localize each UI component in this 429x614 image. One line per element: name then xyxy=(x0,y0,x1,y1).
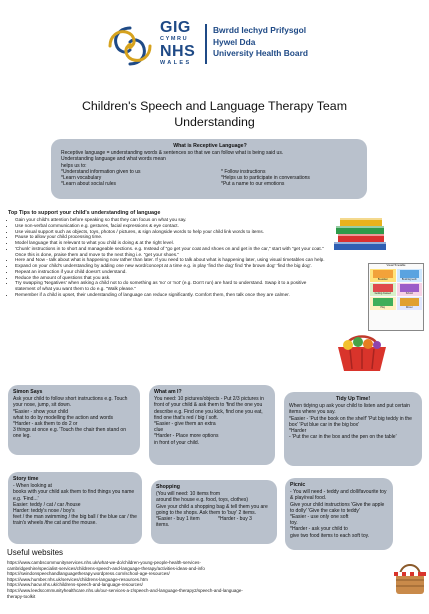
visual-timetable-illustration xyxy=(368,263,424,331)
picnic-line: *Harder - ask your child to xyxy=(290,526,348,533)
health-board-name xyxy=(213,25,308,60)
receptive-benefit: *Understand information given to us xyxy=(61,168,141,175)
simon-says-title: Simon Says xyxy=(13,389,43,395)
picnic-line: - You will need - teddy and doll/favourite toy & play/real food. xyxy=(290,489,387,502)
shopping-harder-cont: items. xyxy=(156,522,170,529)
picnic-line: *Easier - use only one soft xyxy=(290,514,349,521)
timetable-title: Visual Timetable xyxy=(386,264,406,267)
picnic-box xyxy=(285,478,393,550)
top-tips-section xyxy=(8,210,326,298)
logo-divider xyxy=(205,24,207,64)
shopping-line: Give your child a shopping bag & tell them you are going to the shops. Ask them to 'buy' 2 items. xyxy=(156,503,268,516)
tip-item: • Reduce the amount of questions that you ask. xyxy=(15,275,326,281)
receptive-language-box xyxy=(51,139,367,199)
receptive-benefit: *Helps us to participate in conversations xyxy=(221,175,310,182)
tidy-up-box xyxy=(284,392,422,466)
timetable-cell: School xyxy=(397,283,423,296)
picnic-title: Picnic xyxy=(290,482,306,488)
receptive-benefits xyxy=(61,169,359,188)
what-am-i-line: *Easier - give them an extra xyxy=(154,421,216,428)
logo-wales: WALES xyxy=(160,60,192,66)
picnic-basket-icon xyxy=(392,560,428,600)
useful-websites-list xyxy=(7,560,392,599)
tip-item: • Expand on your child's understanding by adding one new word/concept at a time e.g. in play 'find the dog' find 'the brown dog' 'find the big dog'. xyxy=(15,263,326,269)
simon-says-box xyxy=(8,385,140,455)
what-am-i-line: You need: 10 pictures/objects - Put 2/3 pictures in front of your child & ask them to 'find the one you describe e.g. Find one you kick, find one you eat, find one that's red / big / soft. xyxy=(154,396,264,421)
website-link[interactable]: https://www.cambscommunityservices.nhs.uk/what-we-do/children-young-people-health-services- xyxy=(7,560,201,565)
simon-says-line: what to do by modelling the action and words xyxy=(13,414,114,421)
simon-says-line: Ask your child to follow short instructions e.g. Touch your nose, jump, sit down. xyxy=(13,396,128,409)
story-time-box xyxy=(8,472,142,544)
tip-item: • Model language that is relevant to what you child is doing & at the right level. xyxy=(15,240,326,246)
picnic-line: Give your child instructions 'Give the apple to dolly' 'Give the cake to teddy' xyxy=(290,501,385,514)
tidy-up-line: - 'Put the car in the box and the pen on the table' xyxy=(289,434,397,441)
what-am-i-line: *Harder - Place more options xyxy=(154,433,219,440)
shopping-line: around the house e.g. food, toys, clothes) xyxy=(156,497,249,504)
tip-item: • Repeat an instruction if your child doesn't understand. xyxy=(15,269,326,275)
story-time-line: - When looking at xyxy=(13,483,52,490)
tip-item: • Gain your child's attention before speaking so that they can focus on what you say. xyxy=(15,217,326,223)
story-time-line: Harder: teddy's nose / boy's xyxy=(13,508,75,515)
logo-nhs: NHS xyxy=(160,43,196,60)
timetable-cell: Play xyxy=(370,297,396,310)
simon-says-line: *Harder - ask them to do 2 or xyxy=(13,421,78,428)
tip-item: • 'Chunk' instructions in to short and manageable sections. e.g. Instead of "go get your coat and shoes on and get in the car," start with "get your coat." Once this is done, praise them and move to the next thing i.e. "get your shoes." xyxy=(15,246,326,257)
simon-says-line: 3 things at once e.g. 'Touch the chair then stand on one leg. xyxy=(13,427,126,440)
picnic-line: toy. xyxy=(290,520,298,527)
tidy-up-line: *Harder xyxy=(289,428,307,435)
story-time-title: Story time xyxy=(13,476,39,482)
tip-item: • Pause to allow your child processing time. xyxy=(15,234,326,240)
board-line-welsh-2: Hywel Dda xyxy=(213,36,256,47)
story-time-line: Easier: teddy / cat / car /house xyxy=(13,501,81,508)
welsh-nhs-logo-icon xyxy=(104,22,156,70)
top-tips-list xyxy=(8,217,326,297)
receptive-intro-2: Understanding language and what words mean xyxy=(61,156,166,163)
shopping-line: (You will need: 10 items from xyxy=(156,491,221,498)
website-link[interactable]: https://www.leedscommunityhealthcare.nhs.uk/our-services-a-z/speech-and-language-therapy2/speech-and-language- xyxy=(7,587,243,593)
tidy-up-title: Tidy Up Time! xyxy=(335,396,371,402)
top-tips-title: Top Tips to support your child's understanding of language xyxy=(8,210,161,216)
shopping-basket-icon xyxy=(332,329,392,375)
tip-item: • Try swapping 'Negatives' when asking a child not to do something as 'no' or 'not' (e.g. Don't run) are hard to understand. Swap it to a positive statement of what you want them to do e.g. "Walk please." xyxy=(15,280,326,291)
useful-websites-title: Useful websites xyxy=(7,548,64,557)
what-am-i-box xyxy=(149,385,275,465)
website-link[interactable]: https://www.hacw.nhs.uk/childrens-speech-and-language-resources/ xyxy=(7,582,143,588)
receptive-benefit: *Put a name to our emotions xyxy=(221,181,285,188)
page-title-line-2: Understanding xyxy=(174,115,255,129)
website-link[interactable]: https://swindonspeechandlanguagetherapy.wordpress.com/school-age-resources/ xyxy=(7,571,170,577)
board-line-welsh-1: Bwrdd Iechyd Prifysgol xyxy=(213,25,307,35)
logo-gig: GIG xyxy=(160,19,191,36)
timetable-cell: Breakfast xyxy=(370,269,396,282)
story-time-line: books with your child ask them to find things you name e.g. 'Find...' xyxy=(13,489,135,502)
tip-item: • Use visual support such as objects, toys, photos / pictures, & sign alongside words to help your child link words to items. xyxy=(15,229,326,235)
receptive-title: What is Receptive Language? xyxy=(173,143,247,149)
shopping-harder: *Harder - buy 3 xyxy=(218,516,252,523)
shopping-easier: *Easier - buy 1 item xyxy=(156,516,200,523)
page-title xyxy=(0,98,429,130)
what-am-i-title: What am I? xyxy=(154,389,182,395)
simon-says-line: *Easier - show your child xyxy=(13,408,69,415)
timetable-cell: Getting dressed xyxy=(370,283,396,296)
tidy-up-line: *Easier - 'Put the book on the shelf' 'Put big teddy in the box' 'Put blue car in the big box' xyxy=(289,415,412,428)
website-link[interactable]: https://www.humber.nhs.uk/services/childrens-language-resources.htm xyxy=(7,576,148,582)
tidy-up-line: When tidying up ask your child to listen and put certain items where you say. xyxy=(289,403,410,416)
website-link[interactable]: cambridgeshire/specialist-services/childrens-speech-and-language-therapy/activities-ideas-and-info xyxy=(7,565,205,571)
what-am-i-line: clue xyxy=(154,427,164,434)
receptive-benefit: * Follow instructions xyxy=(221,168,266,175)
what-am-i-line: in front of your child. xyxy=(154,439,200,446)
tip-item: • Use non-verbal communication e.g. gestures, facial expressions & eye contact. xyxy=(15,223,326,229)
tip-item: • Remember if a child is upset, their understanding of language can reduce significantly. Comfort them, then talk once they are calmer. xyxy=(15,292,326,298)
timetable-cell: Brushing teeth xyxy=(397,269,423,282)
board-line-english: University Health Board xyxy=(213,48,308,58)
picnic-line: give two food items to each soft toy. xyxy=(290,532,370,539)
receptive-intro-1: Receptive language = understanding words & sentences so that we can follow what is being said us. xyxy=(61,150,284,157)
shopping-title: Shopping xyxy=(156,484,180,490)
shopping-box xyxy=(151,480,277,544)
books-icon xyxy=(330,208,392,254)
page-title-line-1: Children's Speech and Language Therapy Team xyxy=(81,99,348,113)
receptive-benefit: *Learn about social rules xyxy=(61,181,117,188)
receptive-benefit: *Learn vocabulary xyxy=(61,175,102,182)
tip-item: • Here and Now - talk about what is happening now rather than later. If you need to talk about what is happening later, using visual timetables can help. xyxy=(15,257,326,263)
logo-cymru: CYMRU xyxy=(160,36,189,42)
receptive-intro-3: helps us to: xyxy=(61,162,87,169)
timetable-cell: Dinner xyxy=(397,297,423,310)
story-time-line: feet / the man swimming / the big ball / the blue car / the train's wheels /the cat and the mouse. xyxy=(13,514,137,527)
website-link[interactable]: therapy-toolkit xyxy=(7,593,36,599)
